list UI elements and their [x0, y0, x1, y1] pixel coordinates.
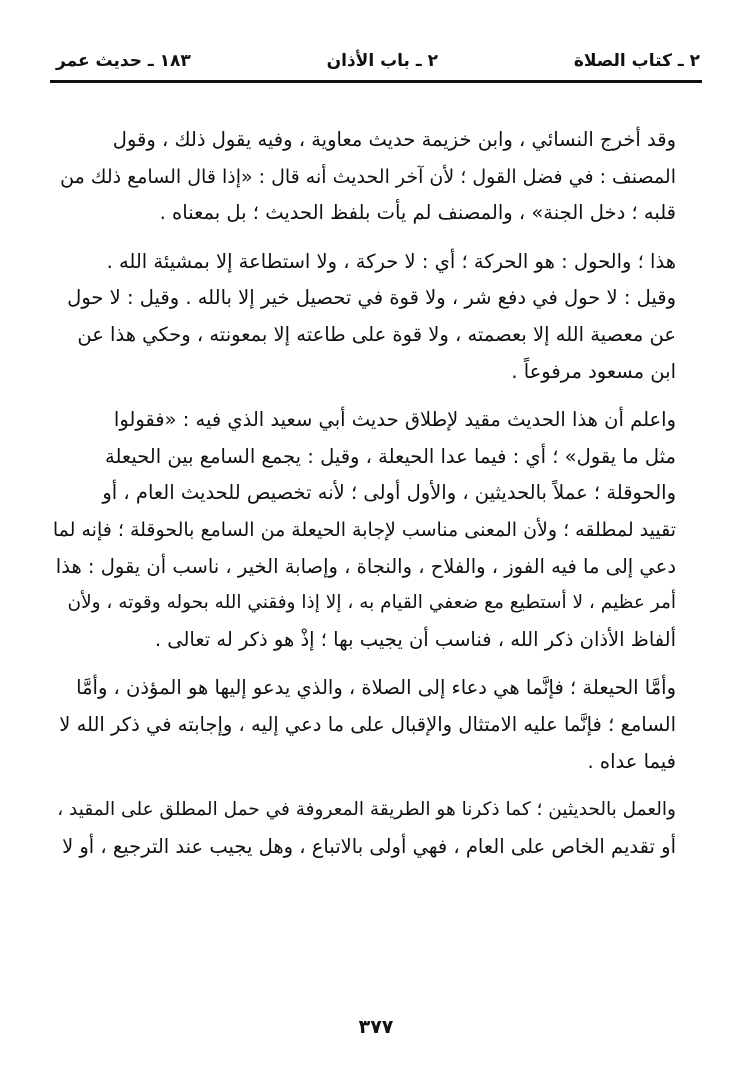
text-line: فيما عداه . — [587, 749, 676, 773]
header-hadith: ١٨٣ ـ حديث عمر — [56, 51, 191, 71]
body-text — [52, 122, 704, 877]
text-line: دعي إلى ما فيه الفوز ، والفلاح ، والنجاة ، وإصابة الخير ، ناسب أن يقول : هذا — [55, 554, 676, 578]
text-line: والعمل بالحديثين ؛ كما ذكرنا هو الطريقة المعروفة في حمل المطلق على المقيد ، — [57, 799, 676, 821]
text-line: وقيل : لا حول في دفع شر ، ولا قوة في تحصيل خير إلا بالله . وقيل : لا حول — [67, 286, 676, 310]
text-line: تقييد لمطلقه ؛ ولأن المعنى مناسب لإجابة الحيعلة من السامع بالحوقلة ؛ فإنه لما — [52, 518, 676, 541]
paragraph-3 — [52, 402, 704, 658]
text-line: واعلم أن هذا الحديث مقيد لإطلاق حديث أبي سعيد الذي فيه : «فقولوا — [113, 408, 676, 432]
text-line: أو تقديم الخاص على العام ، فهي أولى بالاتباع ، وهل يجيب عند الترجيع ، أو لا — [62, 834, 676, 858]
header-rule — [50, 80, 702, 83]
paragraph-1 — [52, 122, 704, 232]
header-section: ٢ ـ باب الأذان — [326, 51, 438, 71]
header-book-chapter: ٢ ـ كتاب الصلاة — [573, 51, 700, 71]
page-number: ٣٧٧ — [358, 1016, 394, 1038]
paragraph-5 — [52, 792, 704, 865]
text-line: وأمَّا الحيعلة ؛ فإنَّما هي دعاء إلى الصلاة ، والذي يدعو إليها هو المؤذن ، وأمَّا — [76, 676, 676, 700]
text-line: مثل ما يقول» ؛ أي : فيما عدا الحيعلة ، وقيل : يجمع السامع بين الحيعلة — [105, 444, 676, 468]
text-line: قلبه ؛ دخل الجنة» ، والمصنف لم يأت بلفظ الحديث ؛ بل بمعناه . — [159, 201, 676, 225]
text-line: ابن مسعود مرفوعاً . — [511, 359, 676, 383]
text-line: وقد أخرج النسائي ، وابن خزيمة حديث معاوية ، وفيه يقول ذلك ، وقول — [112, 128, 676, 151]
paragraph-2 — [52, 244, 704, 390]
running-header — [56, 44, 700, 78]
paragraph-4 — [52, 670, 704, 780]
text-line: والحوقلة ؛ عملاً بالحديثين ، والأول أولى ؛ لأنه تخصيص للحديث العام ، أو — [102, 481, 676, 505]
text-line: عن معصية الله إلا بعصمته ، ولا قوة على طاعته إلا بمعونته ، وحكي هذا عن — [77, 322, 676, 346]
text-line: السامع ؛ فإنَّما عليه الامتثال والإقبال على ما دعي إليه ، وإجابته في ذكر الله لا — [59, 712, 676, 736]
text-line: ألفاظ الأذان ذكر الله ، فناسب أن يجيب بها ؛ إذْ هو ذكر له تعالى . — [154, 627, 676, 651]
text-line: هذا ؛ والحول : هو الحركة ؛ أي : لا حركة ، ولا استطاعة إلا بمشيئة الله . — [106, 249, 676, 273]
text-line: أمر عظيم ، لا أستطيع مع ضعفي القيام به ، إلا إذا وفقني الله بحوله وقوته ، ولأن — [67, 592, 676, 614]
text-line: المصنف : في فضل القول ؛ لأن آخر الحديث أنه قال : «إذا قال السامع ذلك من — [60, 165, 676, 188]
